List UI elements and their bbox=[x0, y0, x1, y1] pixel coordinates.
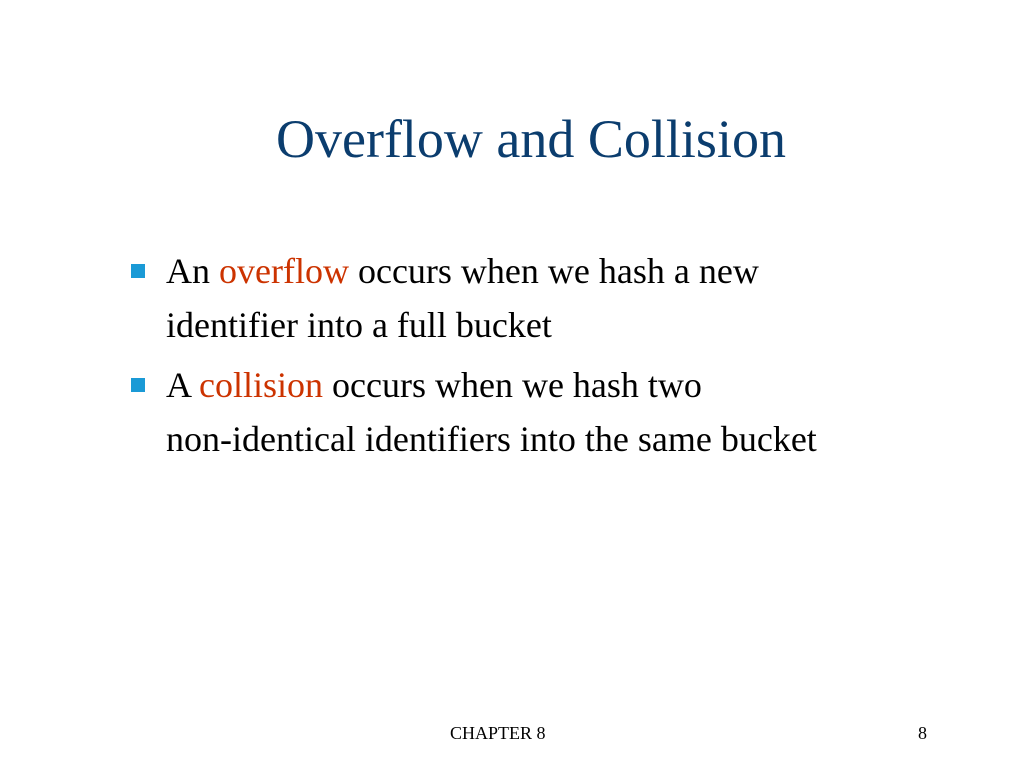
bullet-lead: An bbox=[166, 251, 210, 291]
square-bullet-icon bbox=[131, 264, 145, 278]
keyword-collision: collision bbox=[199, 365, 324, 405]
bullet-text: occurs when we hash a new bbox=[357, 251, 759, 291]
bullet-lead: A bbox=[166, 365, 191, 405]
keyword-overflow: overflow bbox=[219, 251, 349, 291]
footer-chapter: CHAPTER 8 bbox=[450, 723, 546, 743]
bullet-item-overflow bbox=[128, 244, 1008, 352]
bullet-text-continued: identifier into a full bucket bbox=[166, 305, 552, 345]
square-bullet-icon bbox=[131, 378, 145, 392]
slide-title: Overflow and Collision bbox=[276, 109, 786, 169]
bullet-text-continued: non-identical identifiers into the same bucket bbox=[166, 419, 817, 459]
bullet-text: occurs when we hash two bbox=[332, 365, 702, 405]
bullet-list bbox=[128, 244, 1008, 472]
page-number: 8 bbox=[918, 723, 927, 743]
bullet-item-collision bbox=[128, 358, 1008, 466]
